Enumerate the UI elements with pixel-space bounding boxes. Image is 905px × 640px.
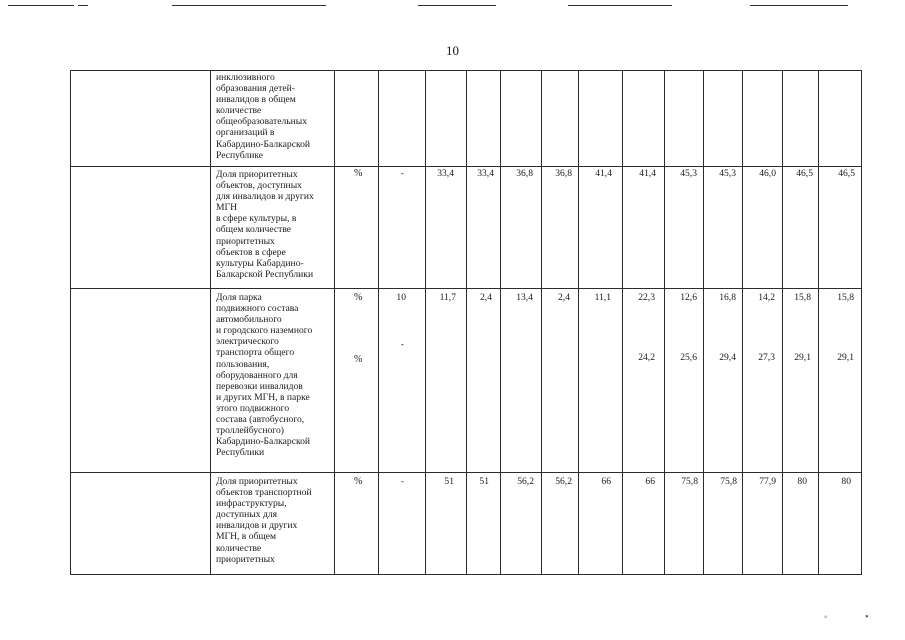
value-cell: 41,4 [595,168,612,179]
base-value-cell: 10 [396,292,406,303]
indicator-label: Доля приоритетных объектов, доступных для инвалидов и других МГН в сфере культуры, в общем количестве приоритетных объектов в сфере культуры Кабардино- Балкарской Республики [216,169,314,280]
value-cell: 56,2 [555,476,572,487]
value-cell: 11,7 [439,292,456,303]
value-cell: 46,0 [759,168,776,179]
unit-cell: % [354,168,363,179]
value-cell: 75,8 [681,476,698,487]
value-cell: 27,3 [758,352,775,363]
value-cell: 14,2 [758,292,775,303]
value-cell: 29,4 [719,352,736,363]
header-rule [8,5,74,6]
value-cell: 45,3 [719,168,736,179]
indicator-label: Доля приоритетных объектов транспортной инфраструктуры, доступных для инвалидов и других МГН, в общем количестве приоритетных [216,476,312,565]
value-cell: 11,1 [594,292,611,303]
value-cell: 22,3 [638,292,655,303]
value-cell: 29,1 [837,352,854,363]
value-cell: 33,4 [437,168,454,179]
value-cell: 45,3 [680,168,697,179]
value-cell: 77,9 [759,476,776,487]
value-cell: 15,8 [837,292,854,303]
unit-cell: % [354,476,363,487]
base-value-cell: - [400,168,404,179]
scan-speck: ◦ [824,612,828,623]
value-cell: 80 [797,476,807,487]
value-cell: 51 [444,476,454,487]
value-cell: 80 [841,476,851,487]
value-cell: 36,8 [555,168,572,179]
value-cell: 12,6 [680,292,697,303]
page-number: 10 [446,43,459,58]
value-cell: 66 [645,476,655,487]
indicator-label: инклюзивного образования детей- инвалидов в общем количестве общеобразовательных организаций в Кабардино-Балкарской Республике [216,72,311,161]
value-cell: 46,5 [796,168,813,179]
value-cell: 51 [479,476,489,487]
header-rule [172,5,326,6]
indicator-label: Доля парка подвижного состава автомобильного и городского наземного электрического транспорта общего пользования, оборудованного для перевозки инвалидов и других МГН, в парке этого подвижного состава (автобусного, троллейбусного) Кабардино-Балкарской Республики [216,292,313,459]
base-value-cell: - [400,476,404,487]
value-cell: 16,8 [719,292,736,303]
header-rule [78,5,88,6]
base-value-cell: - [400,339,404,350]
value-cell: 2,4 [480,292,492,303]
value-cell: 46,5 [838,168,855,179]
value-cell: 36,8 [516,168,533,179]
value-cell: 24,2 [638,352,655,363]
value-cell: 75,8 [720,476,737,487]
value-cell: 2,4 [558,292,570,303]
value-cell: 29,1 [794,352,811,363]
value-cell: 33,4 [477,168,494,179]
value-cell: 25,6 [680,352,697,363]
value-cell: 41,4 [639,168,656,179]
unit-cell: % [354,354,363,365]
value-cell: 66 [601,476,611,487]
scan-speck: • [865,612,869,623]
header-rule [418,5,496,6]
header-rule [750,5,848,6]
value-cell: 13,4 [516,292,533,303]
value-cell: 56,2 [517,476,534,487]
header-rule [568,5,672,6]
value-cell: 15,8 [794,292,811,303]
unit-cell: % [354,292,363,303]
